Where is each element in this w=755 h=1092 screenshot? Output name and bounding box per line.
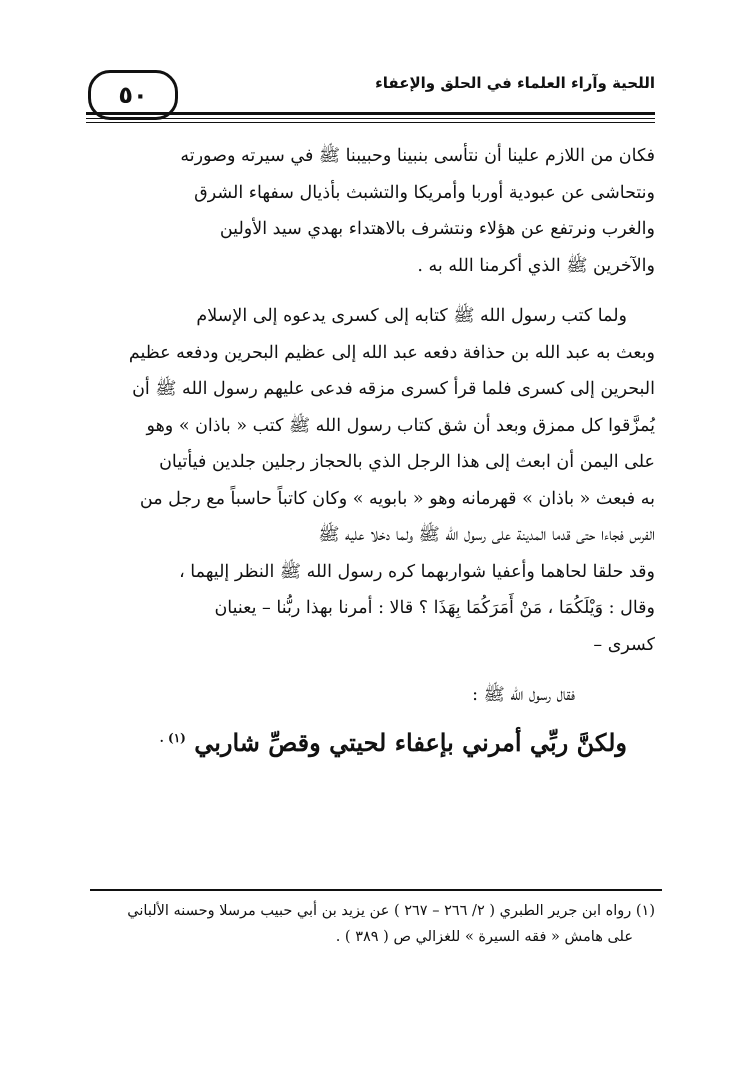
- footnote-line: (١) رواه ابن جرير الطبري ( ٢/ ٢٦٦ – ٢٦٧ ) عن يزيد بن أبي حبيب مرسلا وحسنه الألباني: [127, 903, 655, 919]
- footnote-rule: [90, 889, 662, 891]
- footnote-ref: (١) .: [159, 730, 186, 745]
- hadith-quote: [80, 720, 655, 762]
- body-line: به فبعث « باذان » قهرمانه وهو « بابويه » وكان كاتباً حاسباً مع رجل من: [139, 488, 655, 509]
- body-line: فكان من اللازم علينا أن نتأسى بنبينا وحبيبنا ﷺ في سيرته وصورته: [180, 146, 655, 166]
- body-line: ونتحاشى عن عبودية أوربا وأمريكا والتشبث بأذيال سفهاء الشرق: [194, 182, 655, 203]
- header-rule-thin: [86, 118, 655, 119]
- body-line: على اليمن أن ابعث إلى هذا الرجل الذي بالحجاز رجلين جلدين فيأتيان: [159, 452, 655, 472]
- body-line: الفرس فجاءا حتى قدما المدينة على رسول الله ﷺ ولما دخلا عليه ﷺ: [318, 525, 655, 545]
- page-number: ٥٠: [118, 81, 148, 109]
- body-line: والآخرين ﷺ الذي أكرمنا الله به .: [417, 255, 655, 276]
- hadith-intro: فقال رسول الله ﷺ :: [472, 685, 575, 705]
- hadith-text: ولكنَّ ربِّي أمرني بإعفاء لحيتي وقصِّ شاربي: [194, 727, 627, 757]
- footnotes: [80, 898, 655, 950]
- footnote-line: على هامش « فقه السيرة » للغزالي ص ( ٣٨٩ ) .: [335, 929, 633, 945]
- running-title: اللحية وآراء العلماء في الحلق والإعفاء: [375, 74, 655, 92]
- body-line: والغرب ونرتفع عن هؤلاء ونتشرف بالاهتداء بهدي سيد الأولين: [219, 219, 655, 239]
- body-line: وقد حلقا لحاهما وأعفيا شواربهما كره رسول الله ﷺ النظر إليهما ،: [179, 561, 655, 582]
- body-line: ولما كتب رسول الله ﷺ كتابه إلى كسرى يدعوه إلى الإسلام: [196, 306, 627, 326]
- body-line: وبعث به عبد الله بن حذافة دفعه عبد الله إلى عظيم البحرين ودفعه عظيم: [128, 342, 655, 363]
- quote-line-end: كسرى –: [593, 634, 655, 655]
- body-text: [80, 138, 655, 761]
- header-rule: [86, 112, 655, 115]
- body-line: البحرين إلى كسرى فلما قرأ كسرى مزقه فدعى عليهم رسول الله ﷺ أن: [132, 379, 655, 399]
- quote-line: وقال : وَيْلَكُمَا ، مَنْ أَمَرَكُمَا بِهَذَا ؟ قالا : أمرنا بهذا ربُّنا – يعنيان: [214, 598, 655, 618]
- body-line: يُمزَّقوا كل ممزق وبعد أن شق كتاب رسول الله ﷺ كتب « باذان » وهو: [146, 415, 655, 436]
- header-rule-thin-2: [86, 122, 655, 123]
